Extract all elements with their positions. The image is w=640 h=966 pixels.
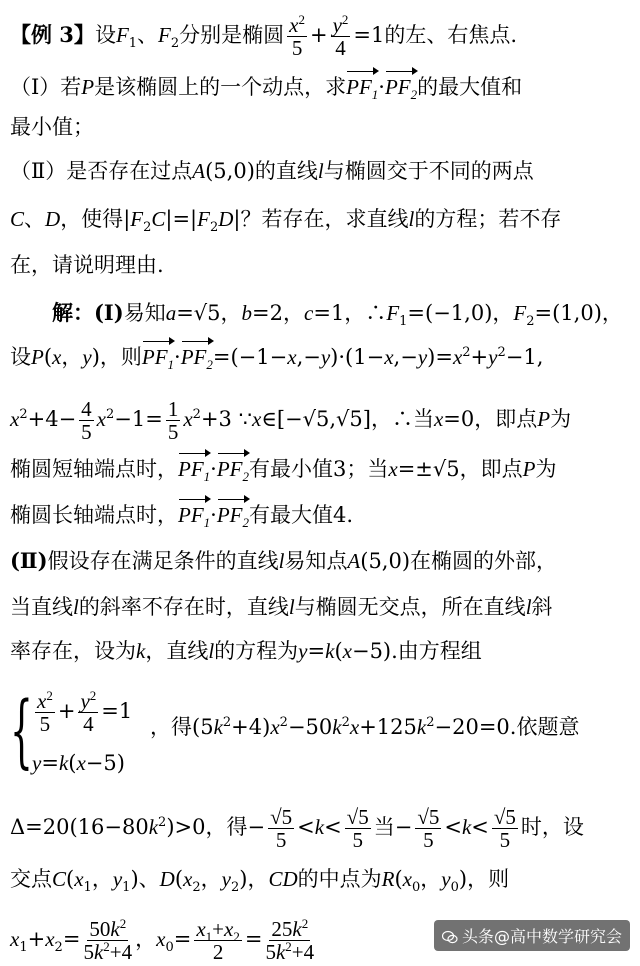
wechat-icon xyxy=(442,930,458,944)
problem-part2-line3: 在，请说明理由. xyxy=(10,253,164,277)
example-tag: 【例 3】 xyxy=(10,22,95,47)
solution-line-2: 设P(x，y)，则$PF_1\cdot PF_2=(-1-x,-y)\cdot(1-x,-y)=x^2+y^2-1$, xyxy=(10,342,543,372)
solution-part2-line-2: 当直线l的斜率不存在时，直线l与椭圆无交点，所在直线l斜 xyxy=(10,595,553,619)
watermark-text: 头条@高中数学研究会 xyxy=(461,927,622,946)
problem-part2-line1: （Ⅱ）是否存在过点A(5,0)的直线l与椭圆交于不同的两点 xyxy=(10,159,534,183)
problem-part1-line1: （Ⅰ）若P是该椭圆上的一个动点，求$PF_1\cdot PF_2$的最大值和 xyxy=(10,72,522,102)
solution-line-1: 解：(Ⅰ)易知a=√5，b=2，c=1，$\therefore F_1=(-1,0)$，$F_2=(1,0)$， xyxy=(52,300,623,330)
solution-part2-line-1: (Ⅱ)假设存在满足条件的直线l易知点A(5,0)在椭圆的外部， xyxy=(10,548,558,573)
solution-line-4: 椭圆短轴端点时，$PF_1\cdot PF_2$有最小值3；当x=±√5，即点P为 xyxy=(10,454,556,484)
solution-part2-line-6: $x_1+x_2=$ $\frac{50k^2}{5k^2+4}$ ，$x_0=$ $\frac{x_1+x_2}{2}$ = $\frac{25k^2}{5k^2+4}$ xyxy=(10,916,315,964)
solution-part2-line-3: 率存在，设为k，直线l的方程为y=k(x−5).由方程组 xyxy=(10,639,482,663)
problem-line-1: 【例 3】设$F_1$、$F_2$分别是椭圆 $\frac{x^2}{5}$ + $\frac{y^2}{4}$ =1的左、右焦点. xyxy=(10,12,518,60)
solution-line-3: $x^2+4-$ $\frac{4}{5}$ $x^2-1=$ $\frac{1}{5}$ $x^2+3$ ∵x∈[−√5,√5]，∴当x=0，即点P为 xyxy=(10,397,572,444)
problem-part1-line2: 最小值； xyxy=(10,115,94,139)
solution-line-5: 椭圆长轴端点时，$PF_1\cdot PF_2$有最大值4. xyxy=(10,500,353,530)
problem-part2-line2: C、D，使得$|F_2C|=|F_2D|$？若存在，求直线l的方程；若不存 xyxy=(10,207,562,236)
solution-part2-line-4: $\Delta=20(16-80k^2)>0$，得− $\frac{√5}{5}$ <k< $\frac{√5}{5}$ 当− $\frac{√5}{5}$ <k< $\frac{√5}{5}$ 时，设 xyxy=(10,805,584,852)
solution-part2-line-5: 交点$C(x_1$，$y_1$)、$D(x_2$，$y_2$)，CD的中点为$R(x_0$，$y_0$)，则 xyxy=(10,867,510,896)
watermark-badge xyxy=(434,920,630,951)
